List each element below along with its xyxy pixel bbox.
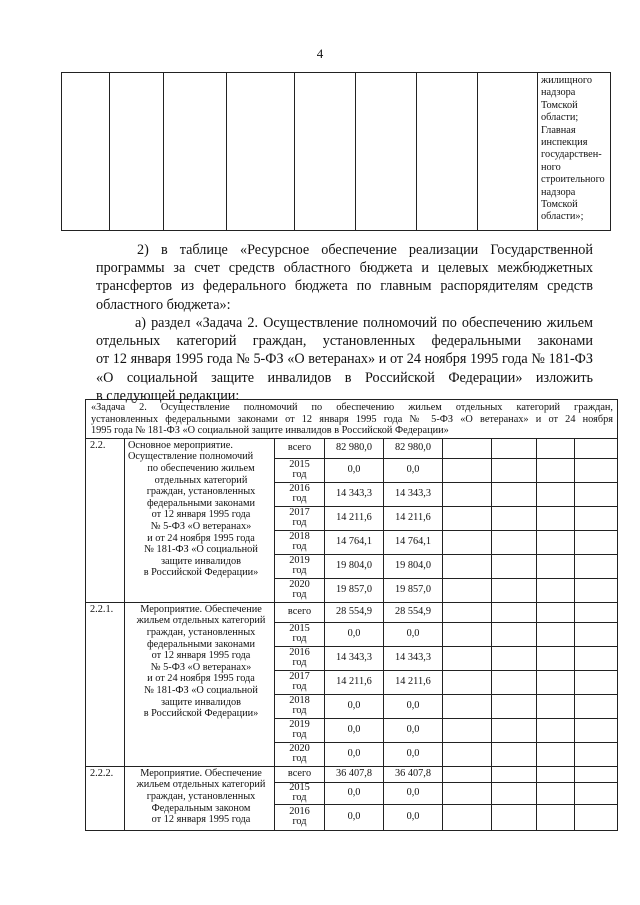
empty-cell <box>492 694 537 718</box>
empty-cell <box>537 694 575 718</box>
total-value-cell: 19 857,0 <box>325 578 384 602</box>
total-value-cell: 0,0 <box>325 782 384 804</box>
description-line: в Российской Федерации» <box>143 708 259 720</box>
period-line: год <box>292 657 307 669</box>
text-line: «О социальной защите инвалидов в Российской Федерации» изложить <box>96 369 593 386</box>
table-row <box>62 73 611 231</box>
paragraph-section-task2 <box>96 314 593 405</box>
empty-cell <box>492 458 537 482</box>
period-line: 2017 <box>289 506 310 518</box>
period-cell <box>275 622 325 646</box>
regional-budget-value-cell: 14 764,1 <box>384 530 443 554</box>
regional-budget-value-cell: 0,0 <box>384 622 443 646</box>
empty-cell <box>537 646 575 670</box>
period-line: всего <box>287 442 312 454</box>
empty-cell <box>492 622 537 646</box>
text-line: отдельных категорий граждан, установленных федеральными законами <box>96 333 593 350</box>
cell-line: области; <box>541 112 579 124</box>
responsible-executor-cell <box>538 73 611 231</box>
activity-number-cell: 2.2.2. <box>86 766 125 830</box>
empty-cell <box>492 438 537 458</box>
empty-cell <box>537 554 575 578</box>
period-line: 2018 <box>289 530 310 542</box>
description-line: Осуществление полномочий <box>128 451 254 463</box>
period-cell <box>275 718 325 742</box>
period-cell <box>275 670 325 694</box>
period-cell <box>275 506 325 530</box>
description-line: граждан, установленных <box>146 626 256 638</box>
period-line: 2016 <box>289 482 310 494</box>
table-cell <box>478 73 538 231</box>
activity-description-cell <box>125 602 275 766</box>
period-line: 2020 <box>289 742 310 754</box>
total-value-cell: 14 343,3 <box>325 482 384 506</box>
description-line: от 12 января 1995 года <box>151 650 251 662</box>
total-value-cell: 28 554,9 <box>325 602 384 622</box>
period-cell <box>275 530 325 554</box>
total-value-cell: 0,0 <box>325 718 384 742</box>
empty-cell <box>492 578 537 602</box>
empty-cell <box>537 578 575 602</box>
activity-number-cell: 2.2. <box>86 438 125 602</box>
empty-cell <box>537 622 575 646</box>
description-line: граждан, установленных <box>146 790 256 802</box>
empty-cell <box>443 670 492 694</box>
empty-cell <box>492 804 537 830</box>
cell-line: Томской <box>541 99 578 111</box>
empty-cell <box>443 554 492 578</box>
empty-cell <box>575 782 618 804</box>
regional-budget-value-cell: 14 211,6 <box>384 670 443 694</box>
regional-budget-value-cell: 0,0 <box>384 694 443 718</box>
empty-cell <box>537 742 575 766</box>
description-line: жильем отдельных категорий <box>136 779 266 791</box>
empty-cell <box>443 694 492 718</box>
activity-description-cell <box>125 438 275 602</box>
empty-cell <box>537 782 575 804</box>
period-cell <box>275 438 325 458</box>
period-line: 2015 <box>289 781 310 793</box>
period-cell <box>275 782 325 804</box>
empty-cell <box>537 670 575 694</box>
period-line: 2015 <box>289 622 310 634</box>
empty-cell <box>575 458 618 482</box>
empty-cell <box>492 742 537 766</box>
total-value-cell: 0,0 <box>325 694 384 718</box>
description-line: от 12 января 1995 года <box>151 814 251 826</box>
empty-cell <box>575 742 618 766</box>
text-line: от 12 января 1995 года № 5-ФЗ «О ветеранах» и от 24 ноября 1995 года № 181-ФЗ <box>96 351 593 368</box>
empty-cell <box>537 530 575 554</box>
empty-cell <box>537 458 575 482</box>
empty-cell <box>537 602 575 622</box>
period-line: 2019 <box>289 718 310 730</box>
period-line: год <box>292 729 307 741</box>
empty-cell <box>575 530 618 554</box>
empty-cell <box>537 718 575 742</box>
description-line: № 181-ФЗ «О социальной <box>144 684 258 696</box>
empty-cell <box>443 766 492 782</box>
cell-line: ного <box>541 161 561 173</box>
description-line: № 181-ФЗ «О социальной <box>144 544 258 556</box>
cell-line: жилищного <box>541 75 592 86</box>
empty-cell <box>443 530 492 554</box>
period-cell <box>275 458 325 482</box>
period-line: год <box>292 816 307 828</box>
regional-budget-value-cell: 28 554,9 <box>384 602 443 622</box>
empty-cell <box>492 530 537 554</box>
period-line: 2017 <box>289 670 310 682</box>
table-cell <box>417 73 478 231</box>
header-line: «Задача 2. Осуществление полномочий по обеспечению жильем отдельных категорий граждан, <box>91 402 613 413</box>
empty-cell <box>443 622 492 646</box>
period-line: 2019 <box>289 554 310 566</box>
period-line: 2018 <box>289 694 310 706</box>
empty-cell <box>443 646 492 670</box>
empty-cell <box>492 602 537 622</box>
table-cell <box>62 73 110 231</box>
period-line: год <box>292 469 307 481</box>
description-line: защите инвалидов <box>160 555 242 567</box>
empty-cell <box>492 506 537 530</box>
period-line: год <box>292 705 307 717</box>
regional-budget-value-cell: 0,0 <box>384 718 443 742</box>
table-cell <box>164 73 227 231</box>
paragraph-resource-table <box>96 241 593 314</box>
empty-cell <box>575 646 618 670</box>
table-cell <box>110 73 164 231</box>
text-line: областного бюджета»: <box>96 296 231 313</box>
description-line: федеральными законами <box>147 497 255 509</box>
period-cell <box>275 554 325 578</box>
empty-cell <box>443 506 492 530</box>
period-line: 2016 <box>289 805 310 817</box>
task2-header-cell <box>86 400 618 439</box>
empty-cell <box>443 578 492 602</box>
total-value-cell: 14 343,3 <box>325 646 384 670</box>
table-cell <box>295 73 356 231</box>
description-line: защите инвалидов <box>160 696 242 708</box>
empty-cell <box>443 782 492 804</box>
empty-cell <box>575 482 618 506</box>
text-line: трансфертов из федерального бюджета по главным распорядителям средств <box>96 278 593 295</box>
regional-budget-value-cell: 19 804,0 <box>384 554 443 578</box>
period-line: 2016 <box>289 646 310 658</box>
table-row <box>86 602 618 622</box>
empty-cell <box>575 554 618 578</box>
regional-budget-value-cell: 82 980,0 <box>384 438 443 458</box>
period-line: год <box>292 517 307 529</box>
period-cell <box>275 742 325 766</box>
period-line: 2020 <box>289 578 310 590</box>
description-line: Мероприятие. Обеспечение <box>140 603 262 615</box>
description-line: № 5-ФЗ «О ветеранах» <box>150 661 252 673</box>
empty-cell <box>443 742 492 766</box>
description-line: Федеральным законом <box>151 802 251 814</box>
total-value-cell: 14 211,6 <box>325 670 384 694</box>
regional-budget-value-cell: 14 343,3 <box>384 482 443 506</box>
empty-cell <box>537 438 575 458</box>
empty-cell <box>575 670 618 694</box>
table-header-row <box>86 400 618 439</box>
regional-budget-value-cell: 0,0 <box>384 458 443 482</box>
table-cell <box>356 73 417 231</box>
description-line: отдельных категорий <box>154 474 248 486</box>
cell-line: Томской <box>541 199 578 211</box>
description-line: жильем отдельных категорий <box>136 615 266 627</box>
empty-cell <box>537 482 575 506</box>
empty-cell <box>443 602 492 622</box>
period-line: всего <box>287 606 312 618</box>
period-line: год <box>292 681 307 693</box>
period-cell <box>275 578 325 602</box>
empty-cell <box>492 766 537 782</box>
period-line: год <box>292 565 307 577</box>
description-line: и от 24 ноября 1995 года <box>147 673 255 685</box>
period-line: год <box>292 589 307 601</box>
empty-cell <box>492 670 537 694</box>
cell-line: области»; <box>541 211 584 223</box>
regional-budget-value-cell: 0,0 <box>384 782 443 804</box>
empty-cell <box>443 438 492 458</box>
empty-cell <box>443 718 492 742</box>
total-value-cell: 14 764,1 <box>325 530 384 554</box>
period-line: всего <box>287 768 312 780</box>
description-line: граждан, установленных <box>146 486 256 498</box>
empty-cell <box>492 782 537 804</box>
empty-cell <box>575 578 618 602</box>
period-cell <box>275 766 325 782</box>
empty-cell <box>492 646 537 670</box>
empty-cell <box>492 482 537 506</box>
period-cell <box>275 804 325 830</box>
description-line: Основное мероприятие. <box>128 439 233 451</box>
empty-cell <box>575 718 618 742</box>
total-value-cell: 0,0 <box>325 622 384 646</box>
empty-cell <box>537 506 575 530</box>
empty-cell <box>575 438 618 458</box>
activity-description-cell <box>125 766 275 830</box>
empty-cell <box>537 804 575 830</box>
text-line: 2) в таблице «Ресурсное обеспечение реализации Государственной <box>137 242 593 258</box>
period-cell <box>275 602 325 622</box>
regional-budget-value-cell: 14 211,6 <box>384 506 443 530</box>
cell-line: надзора <box>541 186 576 198</box>
activity-number-cell: 2.2.1. <box>86 602 125 766</box>
period-cell <box>275 646 325 670</box>
description-line: по обеспечению жильем <box>147 462 255 474</box>
cell-line: Главная <box>541 124 576 136</box>
total-value-cell: 19 804,0 <box>325 554 384 578</box>
text-line: программы за счет средств областного бюджета и целевых межбюджетных <box>96 260 593 277</box>
resource-table <box>85 399 618 831</box>
total-value-cell: 0,0 <box>325 742 384 766</box>
regional-budget-value-cell: 19 857,0 <box>384 578 443 602</box>
empty-cell <box>443 482 492 506</box>
empty-cell <box>492 718 537 742</box>
total-value-cell: 36 407,8 <box>325 766 384 782</box>
cell-line: государствен- <box>541 149 602 161</box>
cell-line: строительного <box>541 174 605 186</box>
description-line: и от 24 ноября 1995 года <box>147 532 255 544</box>
total-value-cell: 0,0 <box>325 804 384 830</box>
empty-cell <box>537 766 575 782</box>
regional-budget-value-cell: 14 343,3 <box>384 646 443 670</box>
total-value-cell: 0,0 <box>325 458 384 482</box>
period-line: 2015 <box>289 458 310 470</box>
header-line: 1995 года № 181-ФЗ «О социальной защите инвалидов в Российской Федерации» <box>91 425 449 437</box>
total-value-cell: 14 211,6 <box>325 506 384 530</box>
period-cell <box>275 694 325 718</box>
table-row <box>86 438 618 458</box>
regional-budget-value-cell: 0,0 <box>384 742 443 766</box>
page-number: 4 <box>316 46 324 61</box>
empty-cell <box>443 458 492 482</box>
text-line: в следующей редакции: <box>96 387 240 404</box>
period-line: год <box>292 753 307 765</box>
period-line: год <box>292 541 307 553</box>
empty-cell <box>575 804 618 830</box>
period-line: год <box>292 792 307 804</box>
empty-cell <box>575 766 618 782</box>
text-line: а) раздел «Задача 2. Осуществление полномочий по обеспечению жильем <box>135 315 593 331</box>
description-line: в Российской Федерации» <box>143 567 259 579</box>
description-line: № 5-ФЗ «О ветеранах» <box>150 520 252 532</box>
description-line: федеральными законами <box>147 638 255 650</box>
table-row <box>86 766 618 782</box>
period-line: год <box>292 493 307 505</box>
cell-line: надзора <box>541 87 576 99</box>
cell-line: инспекция <box>541 137 588 149</box>
empty-cell <box>575 506 618 530</box>
period-line: год <box>292 633 307 645</box>
description-line: от 12 января 1995 года <box>151 509 251 521</box>
empty-cell <box>575 622 618 646</box>
table-cell <box>227 73 295 231</box>
empty-cell <box>492 554 537 578</box>
empty-cell <box>575 602 618 622</box>
description-line: Мероприятие. Обеспечение <box>140 767 262 779</box>
regional-budget-value-cell: 36 407,8 <box>384 766 443 782</box>
empty-cell <box>443 804 492 830</box>
regional-budget-value-cell: 0,0 <box>384 804 443 830</box>
empty-cell <box>575 694 618 718</box>
continuation-table <box>61 72 611 231</box>
total-value-cell: 82 980,0 <box>325 438 384 458</box>
header-line: установленных федеральными законами от 12 января 1995 года № 5-ФЗ «О ветеранах» и от 24 ноября <box>91 413 613 425</box>
period-cell <box>275 482 325 506</box>
